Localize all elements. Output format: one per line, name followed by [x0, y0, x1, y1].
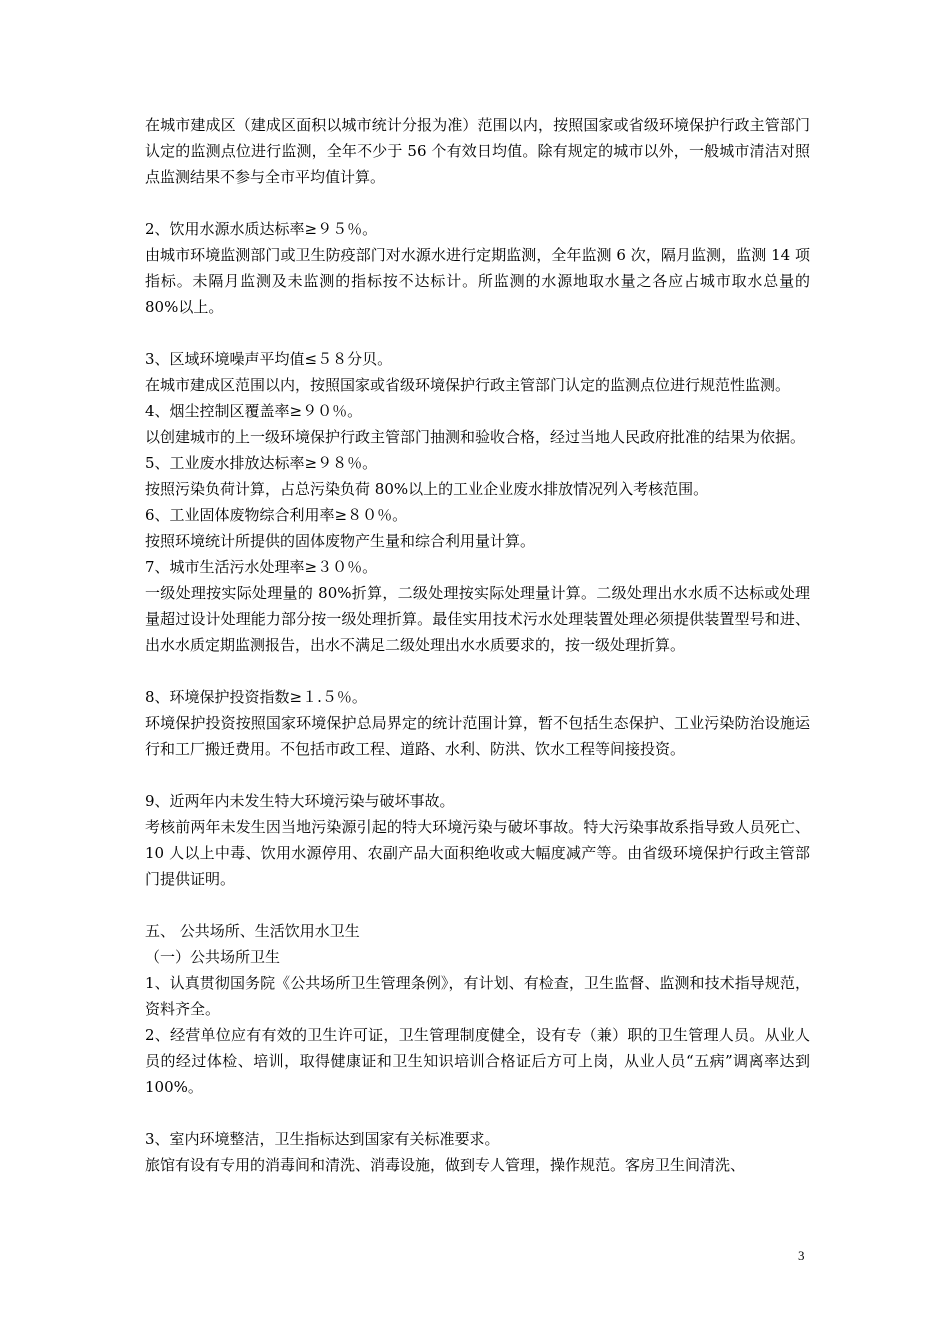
paragraph-gap: [145, 892, 810, 918]
paragraph: 4、烟尘控制区覆盖率≥９０％。: [145, 402, 363, 420]
document-body: [145, 112, 810, 1178]
paragraph-gap: [145, 658, 810, 684]
paragraph: 5、工业废水排放达标率≥９８％。: [145, 454, 378, 472]
paragraph: 2、饮用水源水质达标率≥９５％。: [145, 220, 378, 238]
paragraph: 9、近两年内未发生特大环境污染与破坏事故。: [145, 792, 455, 810]
paragraph: 3、室内环境整洁，卫生指标达到国家有关标准要求。: [145, 1130, 500, 1148]
paragraph: 按照污染负荷计算，占总污染负荷 80%以上的工业企业废水排放情况列入考核范围。: [145, 480, 709, 498]
paragraph-gap: [145, 320, 810, 346]
paragraph-gap: [145, 1100, 810, 1126]
paragraph: 2、经营单位应有有效的卫生许可证，卫生管理制度健全，设有专（兼）职的卫生管理人员。从业人员的经过体检、培训，取得健康证和卫生知识培训合格证后方可上岗，从业人员“五病”调离率达到 100%。: [145, 1026, 810, 1096]
page-number: 3: [798, 1248, 805, 1263]
paragraph: 由城市环境监测部门或卫生防疫部门对水源水进行定期监测，全年监测 6 次，隔月监测，监测 14 项指标。未隔月监测及未监测的指标按不达标计。所监测的水源地取水量之各应占城市取水总量的 80%以上。: [145, 246, 810, 316]
paragraph: 3、区域环境噪声平均值≤５８分贝。: [145, 350, 393, 368]
paragraph: 在城市建成区（建成区面积以城市统计分报为准）范围以内，按照国家或省级环境保护行政主管部门认定的监测点位进行监测，全年不少于 56 个有效日均值。除有规定的城市以外，一般城市清洁对照点监测结果不参与全市平均值计算。: [145, 116, 810, 186]
paragraph: 在城市建成区范围以内，按照国家或省级环境保护行政主管部门认定的监测点位进行规范性监测。: [145, 376, 791, 394]
paragraph: 环境保护投资按照国家环境保护总局界定的统计范围计算，暂不包括生态保护、工业污染防治设施运行和工厂搬迁费用。不包括市政工程、道路、水利、防洪、饮水工程等间接投资。: [145, 714, 810, 758]
paragraph: 五、 公共场所、生活饮用水卫生: [145, 922, 360, 940]
paragraph: 一级处理按实际处理量的 80%折算，二级处理按实际处理量计算。二级处理出水水质不达标或处理量超过设计处理能力部分按一级处理折算。最佳实用技术污水处理装置处理必须提供装置型号和进、出水水质定期监测报告，出水不满足二级处理出水水质要求的，按一级处理折算。: [145, 584, 810, 654]
paragraph: 8、环境保护投资指数≥１.５％。: [145, 688, 367, 706]
paragraph: 7、城市生活污水处理率≥３０％。: [145, 558, 378, 576]
paragraph: 6、工业固体废物综合利用率≥８０％。: [145, 506, 408, 524]
paragraph: 1、认真贯彻国务院《公共场所卫生管理条例》，有计划、有检查，卫生监督、监测和技术指导规范，资料齐全。: [145, 974, 810, 1018]
paragraph: 以创建城市的上一级环境保护行政主管部门抽测和验收合格，经过当地人民政府批准的结果为依据。: [145, 428, 806, 446]
paragraph-gap: [145, 762, 810, 788]
paragraph: （一）公共场所卫生: [145, 948, 281, 966]
paragraph: 按照环境统计所提供的固体废物产生量和综合利用量计算。: [145, 532, 536, 550]
paragraph-gap: [145, 190, 810, 216]
paragraph: 旅馆有设有专用的消毒间和清洗、消毒设施，做到专人管理，操作规范。客房卫生间清洗、: [145, 1156, 746, 1174]
paragraph: 考核前两年未发生因当地污染源引起的特大环境污染与破坏事故。特大污染事故系指导致人员死亡、10 人以上中毒、饮用水源停用、农副产品大面积绝收或大幅度减产等。由省级环境保护行政主管部门提供证明。: [145, 818, 810, 888]
